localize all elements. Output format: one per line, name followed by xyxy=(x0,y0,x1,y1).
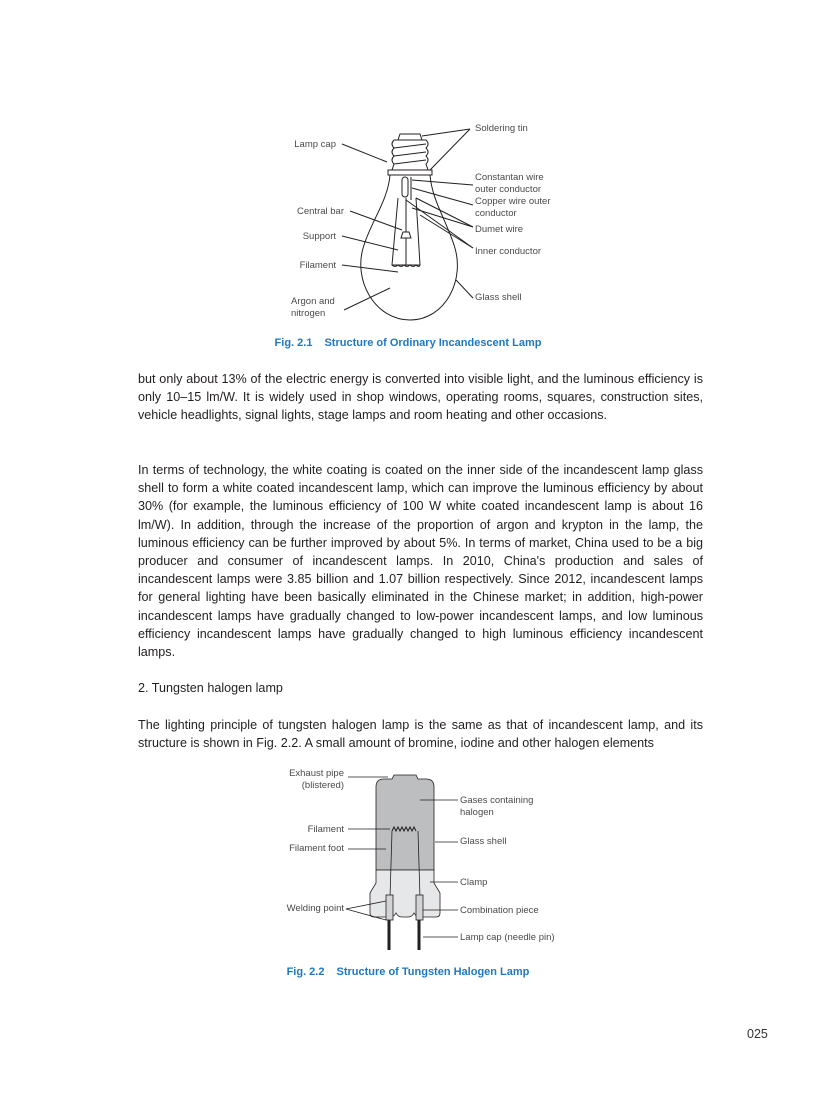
paragraph-1 xyxy=(138,370,703,425)
label-argon-nitrogen xyxy=(291,296,335,319)
figure-2-number: Fig. 2.2 xyxy=(286,966,325,978)
label-glass-shell: Glass shell xyxy=(475,292,522,303)
paragraph-3 xyxy=(138,716,703,752)
label-gases-line2: halogen xyxy=(460,806,494,818)
figure-2-caption xyxy=(0,966,816,978)
label-argon-line2: nitrogen xyxy=(291,307,326,319)
label-glass-shell: Glass shell xyxy=(460,836,507,847)
label-copper-wire xyxy=(475,196,551,219)
label-support: Support xyxy=(302,231,336,242)
label-filament: Filament xyxy=(307,824,344,835)
section-heading: 2. Tungsten halogen lamp xyxy=(138,681,283,695)
halogen-lamp-diagram xyxy=(280,765,580,955)
label-clamp: Clamp xyxy=(460,877,488,888)
figure-1-caption xyxy=(0,337,816,349)
label-constantan-line2: outer conductor xyxy=(475,183,542,195)
label-combination-piece: Combination piece xyxy=(460,905,539,916)
label-gases-line1: Gases containing xyxy=(460,795,534,806)
figure-1-number: Fig. 2.1 xyxy=(274,337,313,349)
label-dumet-wire: Dumet wire xyxy=(475,224,524,235)
label-copper-line2: conductor xyxy=(475,207,517,219)
label-exhaust-line2: (blistered) xyxy=(301,779,344,791)
paragraph-2-text: In terms of technology, the white coating is coated on the inner side of the incandescent lamp glass shell to form a white coated incandescent lamp, which can improve the luminous efficiency by about 30% (for example, the luminous efficiency of 100 W white coated incandescent lamp is about 16 lm/W). In addition, through the increase of the proportion of argon and krypton in the lamp, the luminous efficiency can be further improved by about 5%. In terms of market, China used to be a big producer and consumer of incandescent lamps. In 2010, China's production and sales of incandescent lamps were 3.85 billion and 1.07 billion respectively. Since 2012, incandescent lamps for general lighting have been basically eliminated in the Chinese market; in addition, high-power incandescent lamps have gradually changed to low-power incandescent lamps, and low luminous efficiency incandescent lamps have gradually changed to high luminous efficiency incandescent lamps. xyxy=(138,463,703,660)
label-filament-foot: Filament foot xyxy=(289,843,344,854)
label-central-bar: Central bar xyxy=(297,206,344,217)
figure-incandescent-lamp xyxy=(280,120,580,330)
page-number: 025 xyxy=(747,1027,768,1041)
label-inner-conductor: Inner conductor xyxy=(475,246,542,257)
label-welding-point: Welding point xyxy=(286,903,344,914)
paragraph-1-text: but only about 13% of the electric energy is converted into visible light, and the luminous efficiency is only 10–15 lm/W. It is widely used in shop windows, operating rooms, squares, construction sites, vehicle headlights, signal lights, stage lamps and room heating and other occasions. xyxy=(138,372,703,423)
figure-halogen-lamp xyxy=(280,765,580,955)
label-constantan-wire xyxy=(475,172,544,195)
label-exhaust-line1: Exhaust pipe xyxy=(289,768,344,779)
label-copper-line1: Copper wire outer xyxy=(475,196,551,207)
paragraph-3-text: The lighting principle of tungsten halogen lamp is the same as that of incandescent lamp, and its structure is shown in Fig. 2.2. A small amount of bromine, iodine and other halogen elements xyxy=(138,718,703,751)
label-gases-halogen xyxy=(460,795,533,818)
label-constantan-line1: Constantan wire xyxy=(475,172,544,183)
label-exhaust-pipe xyxy=(280,768,344,791)
paragraph-2 xyxy=(138,461,703,661)
figure-1-title: Structure of Ordinary Incandescent Lamp xyxy=(324,337,542,349)
label-filament: Filament xyxy=(299,260,336,271)
label-argon-line1: Argon and xyxy=(291,296,335,307)
label-soldering-tin: Soldering tin xyxy=(475,123,528,134)
label-lamp-cap: Lamp cap xyxy=(294,139,336,150)
label-lamp-cap-needle: Lamp cap (needle pin) xyxy=(460,932,555,943)
figure-2-title: Structure of Tungsten Halogen Lamp xyxy=(336,966,530,978)
